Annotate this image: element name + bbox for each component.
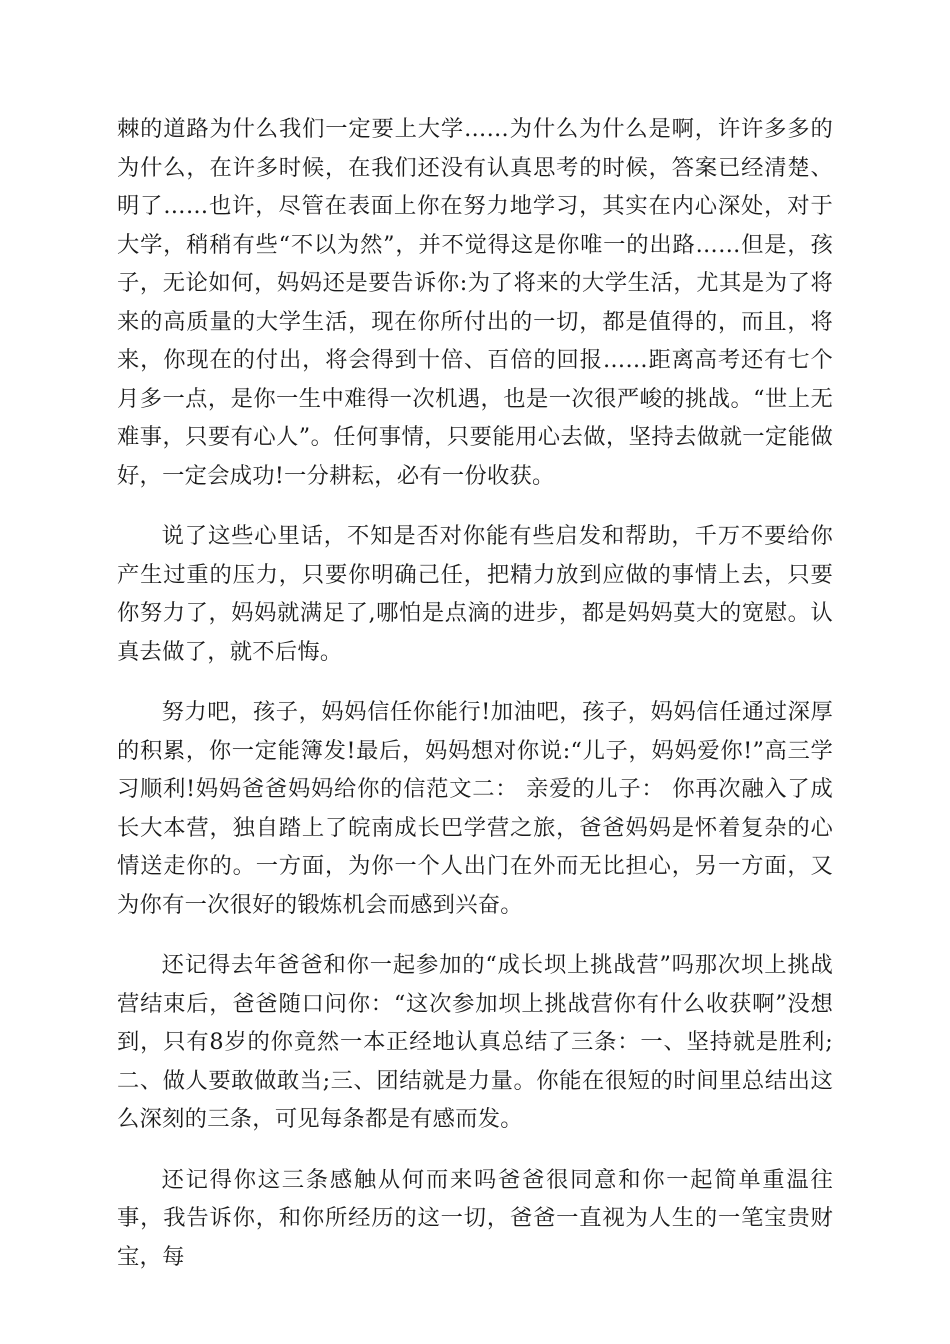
paragraph-1: 棘的道路为什么我们一定要上大学……为什么为什么是啊，许许多多的为什么，在许多时候，在我们还没有认真思考的时候，答案已经清楚、明了……也许，尽管在表面上你在努力地学习，其实在内心深处，对于大学，稍稍有些“不以为然”，并不觉得这是你唯一的出路……但是，孩子，无论如何，妈妈还是要告诉你:为了将来的大学生活，尤其是为了将来的高质量的大学生活，现在你所付出的一切，都是值得的，而且，将来，你现在的付出，将会得到十倍、百倍的回报……距离高考还有七个月多一点，是你一生中难得一次机遇，也是一次很严峻的挑战。“世上无难事，只要有心人”。任何事情，只要能用心去做，坚持去做就一定能做好，一定会成功!一分耕耘，必有一份收获。 — [117, 116, 833, 489]
paragraph-5: 还记得你这三条感触从何而来吗爸爸很同意和你一起简单重温往事，我告诉你，和你所经历的这一切，爸爸一直视为人生的一笔宝贵财宝，每 — [117, 1166, 833, 1270]
letter-body — [117, 110, 833, 1298]
paragraph-2: 说了这些心里话，不知是否对你能有些启发和帮助，千万不要给你产生过重的压力，只要你明确己任，把精力放到应做的事情上去，只要你努力了，妈妈就满足了,哪怕是点滴的进步，都是妈妈莫大的宽慰。认真去做了，就不后悔。 — [117, 523, 833, 665]
paragraph-4: 还记得去年爸爸和你一起参加的“成长坝上挑战营”吗那次坝上挑战营结束后，爸爸随口问你：“这次参加坝上挑战营你有什么收获啊”没想到，只有8岁的你竟然一本正经地认真总结了三条：一、坚持就是胜利;二、做人要敢做敢当;三、团结就是力量。你能在很短的时间里总结出这么深刻的三条，可见每条都是有感而发。 — [117, 952, 833, 1132]
paragraph-3: 努力吧，孩子，妈妈信任你能行!加油吧，孩子，妈妈信任通过深厚的积累，你一定能簿发!最后，妈妈想对你说:“儿子，妈妈爱你!”高三学习顺利!妈妈爸爸妈妈给你的信范文二： 亲爱的儿子： 你再次融入了成长大本营，独自踏上了皖南成长巴学营之旅，爸爸妈妈是怀着复杂的心情送走你的。一方面，为你一个人出门在外而无比担心，另一方面，又为你有一次很好的锻炼机会而感到兴奋。 — [117, 699, 833, 918]
